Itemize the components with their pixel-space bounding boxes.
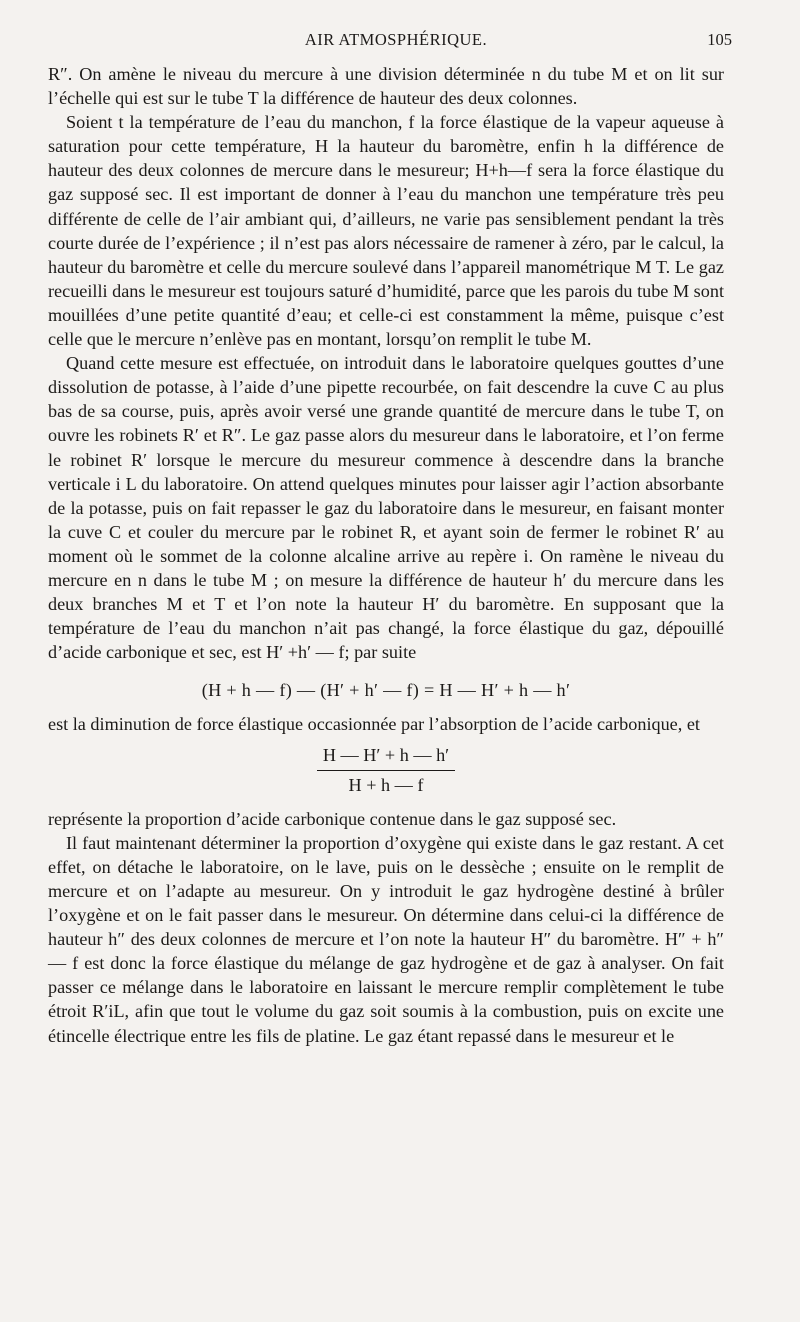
fraction-formula (48, 743, 724, 797)
body-text (48, 62, 724, 1048)
equation: (H + h — f) — (H′ + h′ — f) = H — H′ + h — h′ (201, 680, 571, 701)
running-title: AIR ATMOSPHÉRIQUE. (304, 30, 488, 49)
fraction-denominator: H + h — f (348, 774, 424, 795)
paragraph-4: est la diminution de force élastique occasionnée par l’absorption de l’acide carbonique, et (48, 714, 700, 735)
paragraph-2: Soient t la température de l’eau du manchon, f la force élastique de la vapeur aqueuse à saturation pour cette température, H la hauteur du baromètre, enfin h la différence de hauteur des deux colonnes de mercure dans le mesureur; H+h—f sera la force élastique du gaz supposé sec. Il est important de donner à l’eau du manchon une température très peu différente de celle de l’air ambiant qui, d’ailleurs, ne varie pas sensiblement pendant la très courte durée de l’expérience ; il n’est pas alors nécessaire de ramener à zéro, par le calcul, la hauteur du baromètre et celle du mercure soulevé dans l’appareil manométrique M T. Le gaz recueilli dans le mesureur est toujours saturé d’humidité, parce que les parois du tube M sont mouillées d’une petite quantité d’eau; et celle-ci est constamment la même, puisque c’est celle que le mercure n’enlève pas en montant, lorsqu’on remplit le tube M. (48, 112, 724, 350)
fraction-numerator: H — H′ + h — h′ (317, 743, 455, 771)
page-header (60, 30, 732, 54)
paragraph-1: R″. On amène le niveau du mercure à une division déterminée n du tube M et on lit sur l’échelle qui est sur le tube T la différence de hauteur des deux colonnes. (48, 64, 724, 109)
paragraph-6: Il faut maintenant déterminer la proportion d’oxygène qui existe dans le gaz restant. A cet effet, on détache le laboratoire, on le lave, puis on le dessèche ; ensuite on le remplit de mercure et on l’adapte au mesureur. On y introduit le gaz hydrogène destiné à brûler l’oxygène et on le fait passer dans le mesureur. On détermine dans celui-ci la différence de hauteur h″ des deux colonnes de mercure et l’on note la hauteur H″ du baromètre. H″ + h″ — f est donc la force élastique du mélange de gaz hydrogène et de gaz à analyser. On fait passer ce mélange dans le laboratoire en laissant le mercure remplir complètement le tube étroit R′iL, afin que tout le volume du gaz soit soumis à la combustion, puis on excite une étincelle électrique entre les fils de platine. Le gaz étant repassé dans le mesureur et le (48, 832, 724, 1046)
paragraph-5: représente la proportion d’acide carbonique contenue dans le gaz supposé sec. (48, 808, 617, 829)
paragraph-3: Quand cette mesure est effectuée, on introduit dans le laboratoire quelques gouttes d’une dissolution de potasse, à l’aide d’une pipette recourbée, on fait descendre la cuve C au plus bas de sa course, puis, après avoir versé une grande quantité de mercure dans le tube T, on ouvre les robinets R′ et R″. Le gaz passe alors du mesureur dans le laboratoire, et l’on ferme le robinet R′ lorsque le mercure du mesureur commence à descendre dans la branche verticale i L du laboratoire. On attend quelques minutes pour laisser agir l’action absorbante de la potasse, puis on fait repasser le gaz du laboratoire dans le mesureur, en faisant monter la cuve C et couler du mercure par le robinet R, et ayant soin de fermer le robinet R′ au moment où le sommet de la colonne alcaline arrive au repère i. On ramène le niveau du mercure en n dans le tube M ; on mesure la différence de hauteur h′ du mercure dans les deux branches M et T et l’on note la hauteur H′ du baromètre. En supposant que la température de l’eau du manchon n’ait pas changé, la force élastique du gaz, dépouillé d’acide carbonique et sec, est H′ +h′ — f; par suite (48, 353, 724, 663)
page-number: 105 (707, 30, 732, 49)
